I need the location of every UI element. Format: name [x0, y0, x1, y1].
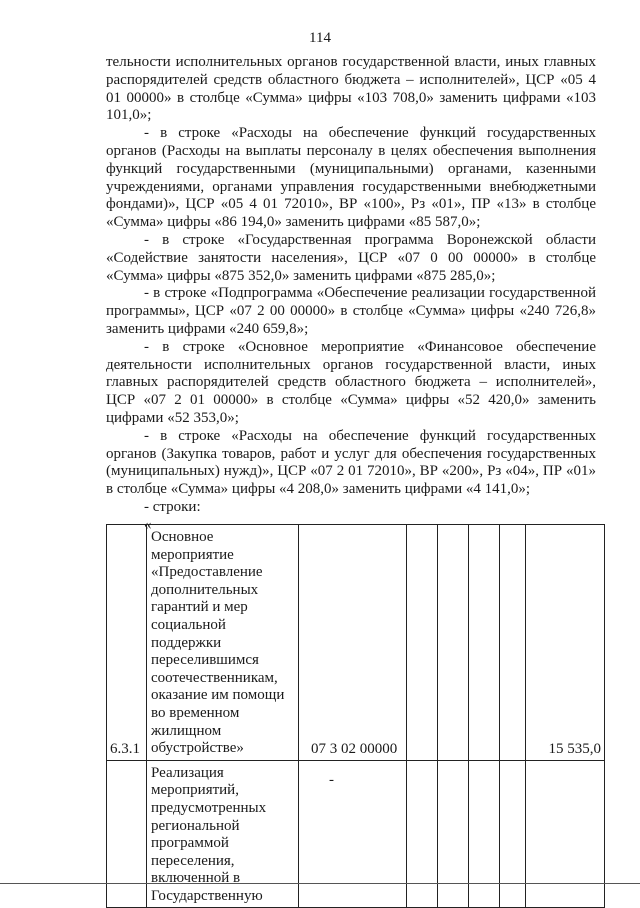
body-text — [106, 54, 596, 535]
row-number-cell — [107, 760, 147, 908]
pr-cell — [469, 760, 500, 908]
empty-cell — [500, 525, 526, 761]
paragraph-4: - в строке «Подпрограмма «Обеспечение реализации государственной программы», ЦСР «07 2 00 00000» в столбце «Сумма» цифры «240 726,8» заменить цифрами «240 659,8»; — [106, 285, 596, 337]
rz-cell — [438, 525, 469, 761]
paragraph-5: - в строке «Основное мероприятие «Финансовое обеспечение деятельности исполнительных органов государственной власти, иных главных распорядителей средств областного бюджета – исполнителей», ЦСР «07 2 01 00000» в столбце «Сумма» цифры «52 420,0» заменить цифрами «52 353,0»; — [106, 338, 596, 426]
vr-cell — [407, 525, 438, 761]
budget-table — [106, 524, 605, 908]
pr-cell — [469, 525, 500, 761]
sum-cell — [526, 760, 605, 908]
code-mark: - — [329, 771, 334, 788]
row-number-cell: 6.3.1 — [107, 525, 147, 761]
vr-cell — [407, 760, 438, 908]
csr-code-cell: 07 3 02 00000 — [299, 525, 407, 761]
paragraph-1: тельности исполнительных органов государственной власти, иных главных распорядителей средств областного бюджета – исполнителей», ЦСР «05 4 01 00000» в столбце «Сумма» цифры «103 708,0» заменить цифрами «103 101,0»; — [106, 54, 596, 124]
csr-code-cell — [299, 760, 407, 908]
empty-cell — [500, 760, 526, 908]
paragraph-3: - в строке «Государственная программа Воронежской области «Содействие занятости населения», ЦСР «07 0 00 00000» в столбце «Сумма» цифры «875 352,0» заменить цифрами «875 285,0»; — [106, 231, 596, 284]
rz-cell — [438, 760, 469, 908]
paragraph-6: - в строке «Расходы на обеспечение функций государственных органов (Закупка товаров, работ и услуг для обеспечения государственных (муниципальных) нужд)», ЦСР «07 2 01 72010», ВР «200», Рз «04», ПР «01» в столбце «Сумма» цифры «4 208,0» заменить цифрами «4 141,0»; — [106, 427, 596, 498]
item-name-cell: Основное мероприятие «Предоставление дополнительных гарантий и мер социальной поддержки переселившимся соотечественникам, оказание им помощи во временном жилищном обустройстве» — [147, 525, 299, 761]
paragraph-7: - строки: — [144, 498, 201, 515]
table-row — [107, 525, 605, 761]
opening-quote-mark: « — [144, 516, 152, 533]
table-row — [107, 760, 605, 908]
sum-cell: 15 535,0 — [526, 525, 605, 761]
page-number: 114 — [309, 30, 331, 46]
paragraph-2: - в строке «Расходы на обеспечение функций государственных органов (Расходы на выплаты персоналу в целях обеспечения выполнения функций государственными (муниципальными) органами, казенными учреждениями, органами управления государственными внебюджетными фондами)», ЦСР «05 4 01 72010», ВР «100», Рз «01», ПР «13» в столбце «Сумма» цифры «86 194,0» заменить цифрами «85 587,0»; — [106, 125, 596, 231]
page-bottom-divider — [0, 883, 640, 884]
item-name-cell: Реализация мероприятий, предусмотренных региональной программой переселения, включенной в Государственную — [147, 760, 299, 908]
